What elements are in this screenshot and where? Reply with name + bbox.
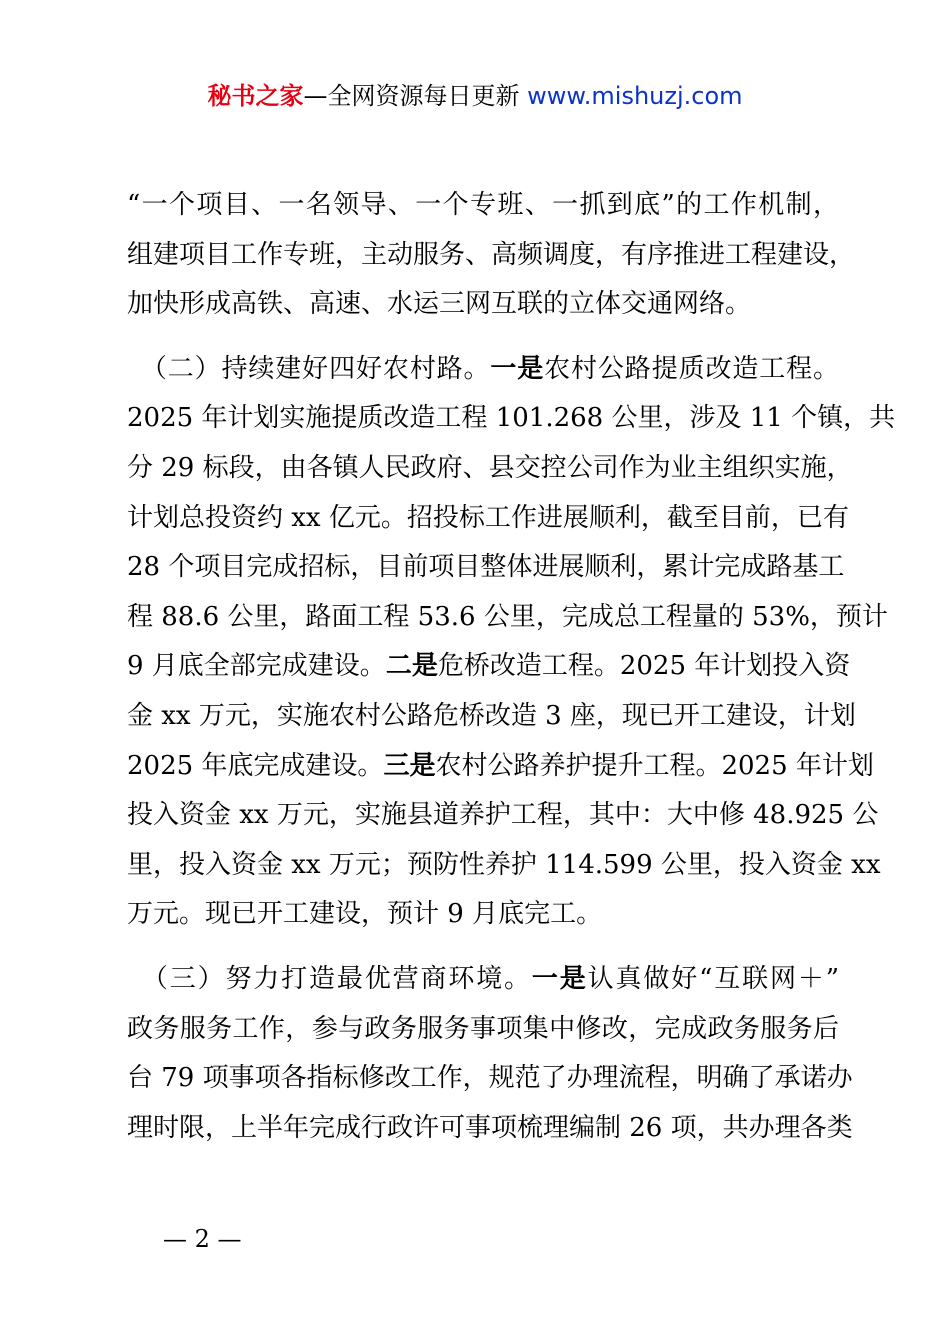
- text-run: （三）努力打造最优营商环境。: [127, 963, 532, 994]
- text-line: [127, 642, 851, 692]
- text-run: 加快形成高铁、高速、水运三网互联的立体交通网络。: [127, 289, 752, 320]
- text-run: 28 个项目完成招标，目前项目整体进展顺利，累计完成路基工: [127, 552, 845, 583]
- text-run: 2025 年计划实施提质改造工程 101.268 公里，涉及 11 个镇，共: [127, 403, 896, 434]
- text-line: [127, 692, 856, 742]
- paragraph-gap: [127, 330, 839, 345]
- text-line: [127, 1054, 853, 1104]
- text-run: 金 xx 万元，实施农村公路危桥改造 3 座，现已开工建设，计划: [127, 700, 856, 731]
- site-url[interactable]: www.mishuzj.com: [527, 82, 743, 110]
- text-run: 投入资金 xx 万元，实施县道养护工程，其中：大中修 48.925 公: [127, 800, 879, 831]
- text-line: [127, 444, 853, 494]
- text-line: [127, 890, 839, 940]
- text-run: 农村公路养护提升工程。2025 年计划: [435, 750, 874, 781]
- text-run: 组建项目工作专班，主动服务、高频调度，有序推进工程建设，: [127, 239, 856, 270]
- text-line: [127, 394, 896, 444]
- text-line: [127, 742, 874, 792]
- bold-marker: 三是: [383, 750, 436, 781]
- brand-name: 秘书之家: [207, 82, 304, 110]
- banner-tagline: —全网资源每日更新: [303, 82, 528, 110]
- text-run: “一个项目、一名领导、一个专班、一抓到底”的工作机制，: [127, 190, 839, 220]
- text-line: [127, 345, 839, 395]
- text-run: （二）持续建好四好农村路。: [127, 353, 491, 384]
- text-line: [127, 1104, 853, 1154]
- text-line: [127, 543, 845, 593]
- paragraph: [127, 345, 896, 940]
- text-line: [127, 494, 849, 544]
- bold-marker: 一是: [531, 963, 588, 994]
- text-line: [127, 791, 879, 841]
- paragraph: [127, 955, 853, 1153]
- paragraph: [127, 181, 856, 330]
- text-run: 万元。现已开工建设，预计 9 月底完工。: [127, 899, 603, 930]
- text-run: 里，投入资金 xx 万元；预防性养护 114.599 公里，投入资金 xx: [127, 849, 881, 880]
- page-number: — 2 —: [163, 1225, 242, 1253]
- bold-marker: 一是: [490, 353, 545, 384]
- text-line: [127, 231, 856, 281]
- text-run: 分 29 标段，由各镇人民政府、县交控公司作为业主组织实施，: [127, 452, 853, 483]
- text-run: 9 月底全部完成建设。: [127, 651, 386, 682]
- text-run: 理时限，上半年完成行政许可事项梳理编制 26 项，共办理各类: [127, 1112, 853, 1143]
- text-run: 农村公路提质改造工程。: [544, 353, 839, 384]
- document-body: [127, 181, 896, 1153]
- bold-marker: 二是: [385, 651, 438, 682]
- text-run: 计划总投资约 xx 亿元。招投标工作进展顺利，截至目前，已有: [127, 502, 849, 533]
- text-line: [127, 280, 839, 330]
- text-run: 危桥改造工程。2025 年计划投入资: [437, 651, 851, 682]
- text-line: [127, 181, 839, 231]
- paragraph-gap: [127, 940, 839, 955]
- text-line: [127, 841, 881, 891]
- text-line: [127, 955, 839, 1005]
- text-line: [127, 1005, 839, 1055]
- text-run: 程 88.6 公里，路面工程 53.6 公里，完成总工程量的 53%，预计: [127, 601, 888, 632]
- text-run: 认真做好“互联网＋”: [587, 963, 839, 994]
- text-line: [127, 593, 888, 643]
- text-run: 2025 年底完成建设。: [127, 750, 384, 781]
- text-run: 政务服务工作，参与政务服务事项集中修改，完成政务服务后: [127, 1013, 839, 1044]
- text-run: 台 79 项事项各指标修改工作，规范了办理流程，明确了承诺办: [127, 1063, 853, 1094]
- site-banner: [0, 80, 950, 112]
